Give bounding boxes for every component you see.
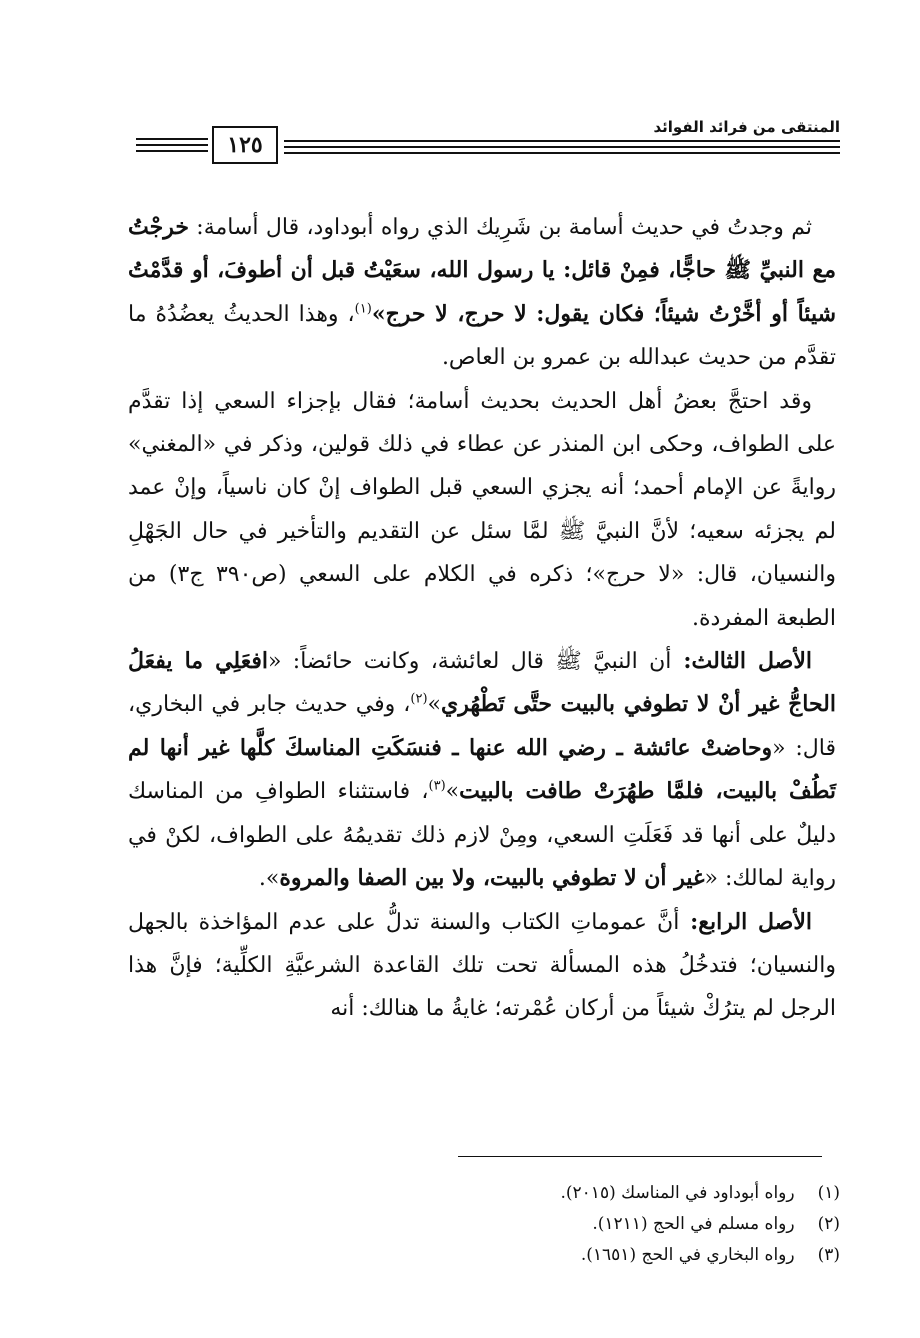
footnotes — [320, 1178, 840, 1271]
footnote-ref-1: (١) — [354, 301, 372, 317]
paragraph-2 — [128, 380, 836, 640]
hadith-quote-2: افعَلِي ما يفعَلُ الحاجُّ غير أنْ لا تطوفي بالبيت حتَّى تَطْهُري — [128, 648, 836, 718]
footnote-text: رواه البخاري في الحج (١٦٥١). — [580, 1245, 795, 1265]
footnote-separator — [458, 1156, 822, 1157]
footnote-text: رواه أبوداود في المناسك (٢٠١٥). — [560, 1183, 795, 1203]
p3-text-4: » — [445, 779, 460, 805]
footnote-ref-2: (٢) — [410, 692, 428, 708]
running-title: المنتقى من فرائد الفوائد — [653, 118, 840, 136]
p3-text-6: ». — [258, 866, 280, 892]
footnote-1 — [320, 1178, 840, 1209]
hadith-quote-1: خرجْتُ مع النبيِّ ﷺ حاجًّا، فمِنْ قائل: يا رسول الله، سعَيْتُ قبل أن أطوفَ، أو قدَّمْتُ شيئاً أو أخَّرْتُ شيئاً؛ فكان يقول: لا حرج، لا حرج» — [128, 214, 837, 327]
p1-text-1: ثم وجدتُ في حديث أسامة بن شَرِيك الذي رواه أبوداود، قال أسامة: — [188, 215, 812, 240]
hadith-quote-3: وحاضتْ عائشة ـ رضي الله عنها ـ فنسَكَتِ المناسكَ كلَّها غير أنها لم تَطُفْ بالبيت، فلمَّا طهُرَتْ طافت بالبيت — [128, 734, 836, 805]
header-rule-left-2 — [136, 144, 208, 146]
page-number: ١٢٥ — [212, 126, 278, 164]
p4-text-1: أنَّ عموماتِ الكتاب والسنة تدلُّ على عدم المؤاخذة بالجهل والنسيان؛ فتدخُلُ هذه المسألة تحت تلك القاعدة الشرعيَّةِ الكلِّية؛ فإنَّ هذا الرجل لم يترُكْ شيئاً من أركان عُمْرته؛ غايةُ ما هنالك: أنه — [128, 909, 836, 1022]
footnote-2 — [320, 1209, 840, 1240]
section-heading-third-principle: الأصل الثالث: — [671, 648, 813, 675]
p3-text-5: ، فاستثناء الطوافِ من المناسك دليلٌ على أنها قد فَعَلَتِ السعي، ومِنْ لازم ذلك تقديمُهُ على الطواف، لكنْ في رواية لمالك: « — [128, 779, 836, 892]
header-rule-right-1 — [284, 140, 840, 142]
main-text — [128, 206, 836, 1031]
footnote-number: (١) — [817, 1183, 840, 1203]
header-rule-left-1 — [136, 138, 208, 140]
footnote-number: (٣) — [817, 1245, 840, 1265]
header-rule-left-3 — [136, 150, 208, 152]
hadith-quote-4: غير أن لا تطوفي بالبيت، ولا بين الصفا والمروة — [279, 865, 705, 892]
p3-text-3: ، وفي حديث جابر في البخاري، قال: « — [128, 692, 836, 761]
p2-text-1: وقد احتجَّ بعضُ أهل الحديث بحديث أسامة؛ فقال بإجزاء السعي إذا تقدَّم على الطواف، وحكى ابن المنذر عن عطاء في ذلك قولين، وذكر في «المغني» روايةً عن الإمام أحمد؛ أنه يجزي السعي قبل الطواف إنْ كان ناسياً، وإنْ عمد لم يجزئه سعيه؛ لأنَّ النبيَّ ﷺ لمَّا سئل عن التقديم والتأخير في حال الجَهْلِ والنسيان، قال: «لا حرج»؛ ذكره في الكلام على السعي (ص٣٩٠ ج٣) من الطبعة المفردة. — [128, 388, 837, 631]
footnote-3 — [320, 1240, 840, 1271]
footnote-ref-3: (٣) — [428, 778, 446, 794]
paragraph-1 — [128, 206, 836, 380]
p1-text-2: ، وهذا الحديثُ يعضُدُهُ ما تقدَّم من حديث عبدالله بن عمرو بن العاص. — [128, 301, 836, 371]
p3-text-1: أن النبيَّ ﷺ قال لعائشة، وكانت حائضاً: « — [267, 649, 672, 675]
paragraph-4 — [128, 901, 836, 1031]
header-rule-right-3 — [284, 152, 840, 154]
header-rule-right-2 — [284, 146, 840, 148]
footnote-number: (٢) — [817, 1214, 840, 1234]
section-heading-fourth-principle: الأصل الرابع: — [679, 908, 813, 935]
paragraph-3 — [128, 640, 836, 900]
p3-text-2: » — [427, 692, 441, 718]
footnote-text: رواه مسلم في الحج (١٢١١). — [592, 1214, 795, 1234]
